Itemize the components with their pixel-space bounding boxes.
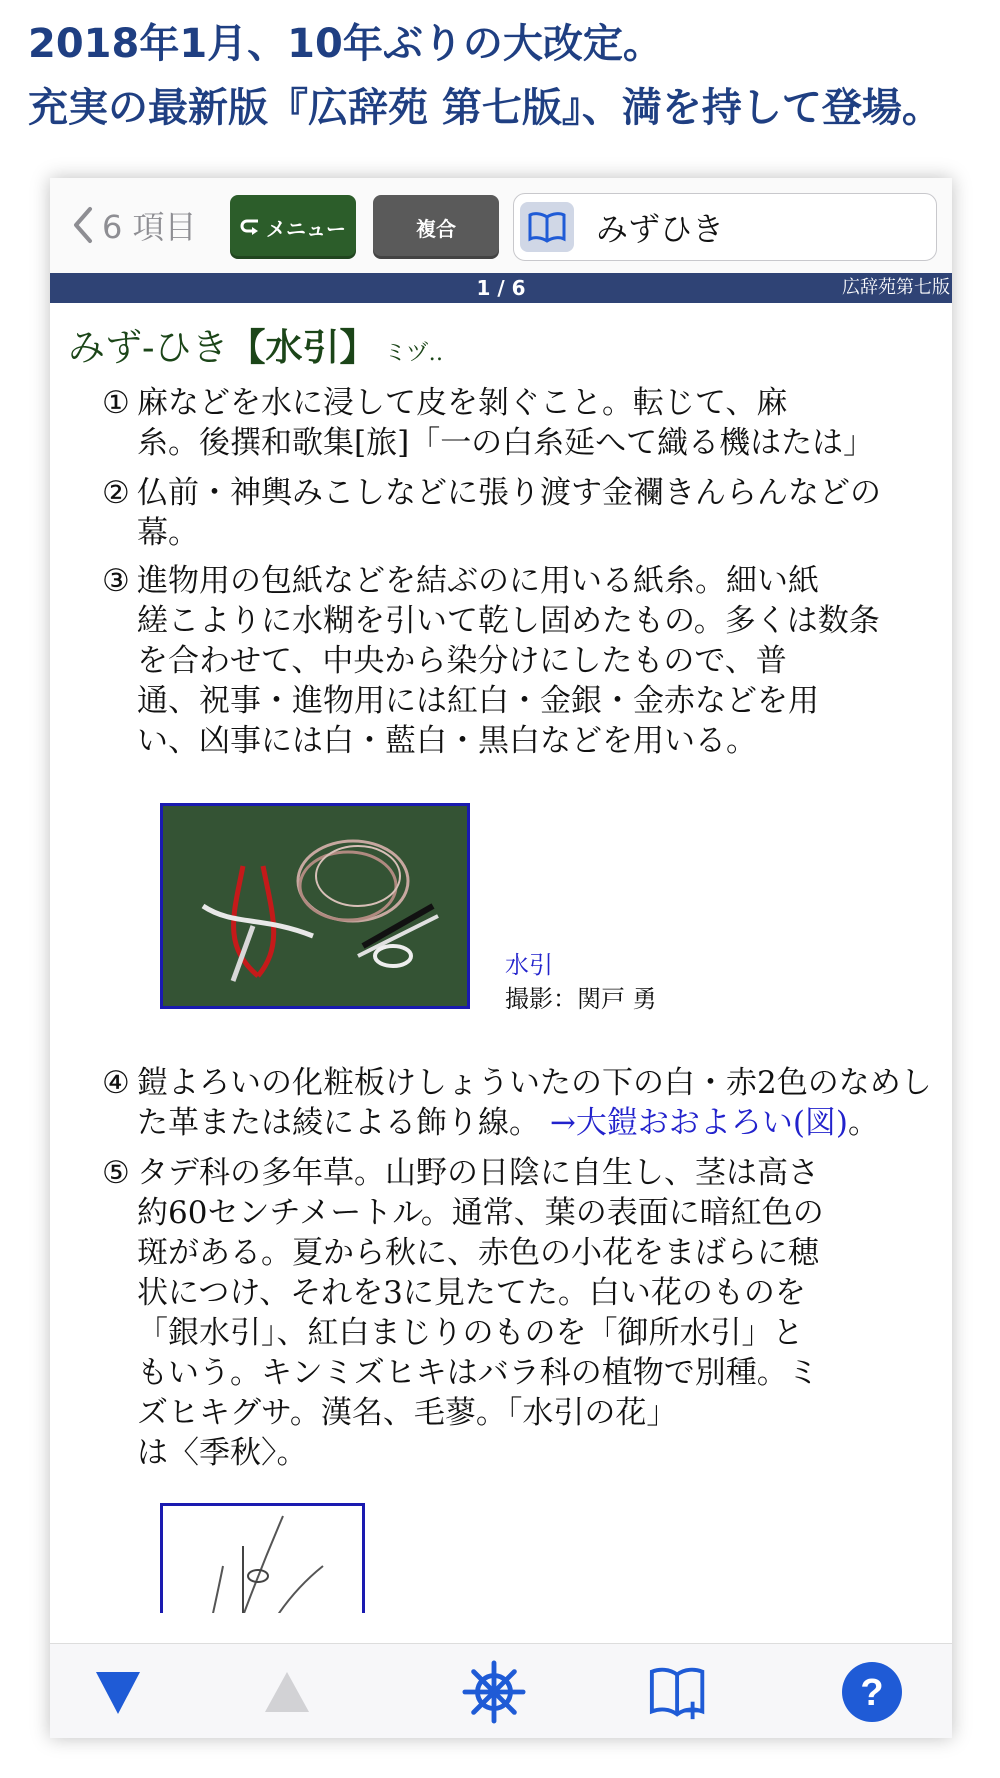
sense-line: 縒こよりに水糊を引いて乾し固めたもの。多くは数条 — [137, 603, 880, 639]
sense-text: た革または綾による飾り線。 — [137, 1105, 540, 1141]
sense-number: ⑤ — [102, 1155, 130, 1191]
photo-title-link[interactable]: 水引 — [505, 951, 553, 979]
sense-2 — [102, 473, 942, 553]
sense-line: 「銀水引」、紅白まじりのものを「御所水引」と — [137, 1315, 804, 1351]
sense-4 — [102, 1063, 942, 1143]
promo-headline — [28, 12, 990, 140]
search-box[interactable] — [513, 193, 937, 261]
nav-bar — [50, 178, 952, 273]
sense-line: 糸。後撰和歌集[旅]「一の白糸延へて織る機はたは」 — [137, 425, 875, 461]
sense-5 — [102, 1153, 942, 1473]
triangle-down-icon[interactable] — [86, 1660, 150, 1724]
back-label: 6 項目 — [102, 208, 197, 246]
sense-number: ① — [102, 385, 130, 421]
headword — [68, 317, 443, 371]
link-suffix: 。 — [848, 1105, 880, 1141]
sense-3 — [102, 561, 942, 761]
help-icon[interactable] — [840, 1660, 904, 1724]
fukugo-label: 複合 — [416, 216, 456, 241]
photo-credit: 撮影：関戸 勇 — [505, 985, 657, 1013]
book-icon[interactable] — [520, 202, 574, 252]
sense-number: ④ — [102, 1065, 130, 1101]
sense-line: 麻などを水に浸して皮を剝ぐこと。転じて、麻 — [137, 385, 788, 421]
return-arrow-icon — [240, 216, 262, 238]
sense-line: を合わせて、中央から染分けにしたもので、普 — [137, 643, 787, 679]
triangle-up-icon[interactable] — [255, 1660, 319, 1724]
sense-line: は〈季秋〉。 — [137, 1435, 308, 1471]
sense-line: 仏前・神輿みこしなどに張り渡す金襴きんらんなどの — [137, 475, 881, 511]
oyoroi-link[interactable]: →大鎧おおよろい(図) — [549, 1105, 849, 1141]
sense-line: もいう。キンミズヒキはバラ科の植物で別種。ミ — [137, 1355, 819, 1391]
sense-line: 斑がある。夏から秋に、赤色の小花をまばらに穂 — [137, 1235, 819, 1271]
promo-line-2: 充実の最新版『広辞苑 第七版』、満を持して登場。 — [28, 85, 942, 131]
plant-illustration-drawing — [163, 1506, 362, 1613]
sense-line: 幕。 — [137, 515, 199, 551]
headword-kana: みず-ひき — [68, 326, 229, 369]
sense-line: ズヒキグサ。漢名、毛蓼。「水引の花」 — [137, 1395, 678, 1431]
headword-reading: ミヅ‥ — [384, 341, 444, 366]
sense-line: 進物用の包紙などを結ぶのに用いる紙糸。細い紙 — [137, 563, 819, 599]
sense-line: 状につけ、それを3に見たてた。白い花のものを — [137, 1275, 806, 1311]
dictionary-name: 広辞苑第七版 — [842, 277, 950, 298]
sense-line: 通、祝事・進物用には紅白・金銀・金赤などを用 — [137, 683, 819, 719]
photo-caption — [505, 948, 657, 1016]
sense-line: 約60センチメートル。通常、葉の表面に暗紅色の — [137, 1195, 824, 1231]
search-input[interactable] — [594, 207, 898, 247]
mizuhiki-photo[interactable] — [160, 803, 470, 1009]
plant-illustration[interactable] — [160, 1503, 365, 1613]
headword-kanji: 【水引】 — [228, 325, 377, 369]
fukugo-button[interactable] — [373, 195, 499, 259]
sense-line: い、凶事には白・藍白・黒白などを用いる。 — [137, 723, 757, 759]
menu-button[interactable] — [230, 195, 356, 259]
menu-label: メニュー — [266, 216, 346, 241]
sense-number: ③ — [102, 563, 130, 599]
mizuhiki-photo-drawing — [163, 806, 467, 1006]
chevron-left-icon — [72, 205, 94, 245]
entry-content — [50, 303, 952, 1613]
promo-line-1: 2018年1月、10年ぶりの大改定。 — [28, 21, 663, 67]
sense-line: タデ科の多年草。山野の日陰に自生し、茎は高さ — [137, 1155, 819, 1191]
bottom-toolbar — [50, 1643, 952, 1738]
back-button[interactable] — [72, 200, 197, 250]
page-indicator: 1 / 6 — [476, 276, 526, 300]
sense-line — [102, 1103, 942, 1143]
helm-icon[interactable] — [462, 1660, 526, 1724]
sense-line: 鎧よろいの化粧板けしょういたの下の白・赤2色のなめし — [137, 1065, 932, 1101]
svg-text:?: ? — [860, 1672, 884, 1714]
dictionary-strip — [50, 273, 952, 303]
sense-number: ② — [102, 475, 130, 511]
app-screen — [50, 178, 952, 1738]
book-plus-icon[interactable] — [648, 1660, 712, 1724]
sense-1 — [102, 383, 942, 463]
